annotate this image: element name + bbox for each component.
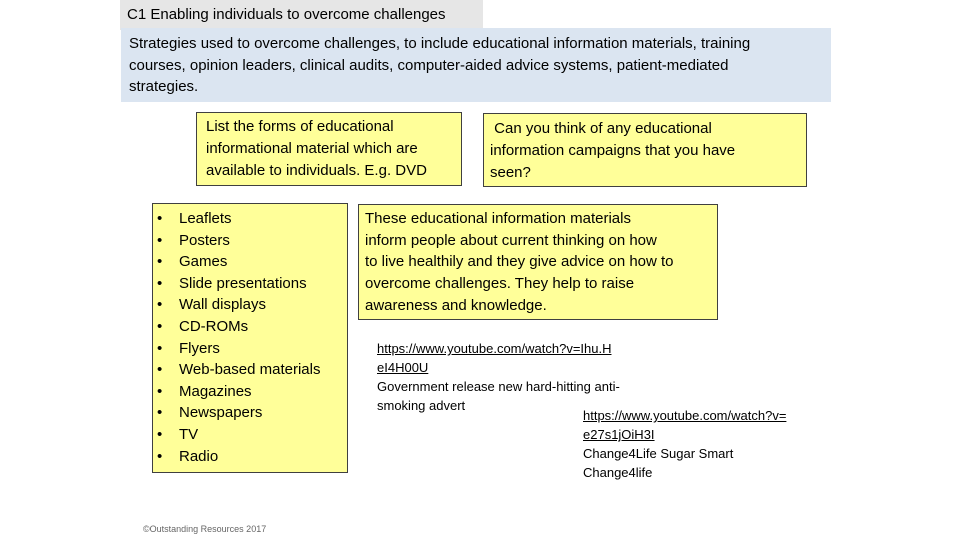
question-line: available to individuals. E.g. DVD bbox=[206, 162, 427, 179]
bullet-icon: • bbox=[157, 382, 163, 400]
bullet-icon: • bbox=[157, 210, 163, 227]
answer-line: inform people about current thinking on how bbox=[365, 231, 657, 249]
intro-line: strategies. bbox=[129, 78, 199, 95]
materials-list bbox=[153, 204, 347, 467]
list-item bbox=[157, 316, 347, 338]
question-line: Can you think of any educational bbox=[490, 120, 712, 137]
list-item-label: Newspapers bbox=[179, 404, 263, 422]
list-item bbox=[157, 294, 347, 316]
sugar-video-link-cont[interactable]: e27s1jOiH3I bbox=[583, 427, 655, 442]
list-item-label: Flyers bbox=[179, 339, 220, 357]
list-item-label: Wall displays bbox=[179, 296, 266, 314]
bullet-icon: • bbox=[157, 404, 163, 422]
bullet-icon: • bbox=[157, 361, 163, 379]
answer-box bbox=[358, 204, 718, 320]
bullet-icon: • bbox=[157, 231, 163, 249]
list-item bbox=[157, 251, 347, 273]
list-item bbox=[157, 359, 347, 381]
question-line: List the forms of educational bbox=[206, 118, 394, 135]
question-line: information campaigns that you have bbox=[490, 142, 736, 159]
answer-line: overcome challenges. They help to raise bbox=[365, 275, 635, 293]
list-item bbox=[157, 446, 347, 468]
bullet-icon: • bbox=[157, 317, 163, 335]
sugar-description: Change4Life Sugar Smart bbox=[583, 446, 734, 461]
intro-line: Strategies used to overcome challenges, to include educational information materials, training bbox=[129, 35, 751, 52]
campaign-smoking bbox=[377, 339, 677, 415]
bullet-icon: • bbox=[157, 447, 163, 465]
bullet-icon: • bbox=[157, 425, 163, 443]
list-item-label: Slide presentations bbox=[179, 274, 307, 292]
bullet-icon: • bbox=[157, 274, 163, 292]
list-item-label: Magazines bbox=[179, 382, 252, 400]
smoking-video-link[interactable]: https://www.youtube.com/watch?v=Ihu.H bbox=[377, 341, 612, 356]
smoking-description: smoking advert bbox=[377, 398, 466, 413]
list-item-label: TV bbox=[179, 425, 199, 443]
list-item bbox=[157, 273, 347, 295]
slide-title: C1 Enabling individuals to overcome challenges bbox=[120, 0, 483, 30]
question-box-forms bbox=[196, 112, 462, 186]
list-item-label: Games bbox=[179, 253, 228, 271]
list-item-label: CD-ROMs bbox=[179, 317, 249, 335]
smoking-description: Government release new hard-hitting anti- bbox=[377, 379, 620, 394]
list-item bbox=[157, 230, 347, 252]
smoking-video-link-cont[interactable]: eI4H00U bbox=[377, 360, 429, 375]
sugar-video-link[interactable]: https://www.youtube.com/watch?v= bbox=[583, 408, 787, 423]
answer-line: awareness and knowledge. bbox=[365, 296, 547, 314]
list-item-label: Radio bbox=[179, 447, 219, 465]
bullet-icon: • bbox=[157, 253, 163, 271]
list-item-label: Leaflets bbox=[179, 210, 232, 227]
question-box-campaigns bbox=[483, 113, 807, 187]
list-item bbox=[157, 424, 347, 446]
question-line: seen? bbox=[490, 164, 531, 181]
list-item bbox=[157, 338, 347, 360]
campaign-sugar-smart bbox=[583, 406, 863, 482]
list-item bbox=[157, 208, 347, 230]
question-line: informational material which are bbox=[206, 140, 418, 157]
answer-line: to live healthily and they give advice on how to bbox=[365, 253, 674, 271]
materials-list-box bbox=[152, 203, 348, 473]
list-item-label: Web-based materials bbox=[179, 361, 321, 379]
list-item bbox=[157, 402, 347, 424]
list-item-label: Posters bbox=[179, 231, 230, 249]
copyright-footer: ©Outstanding Resources 2017 bbox=[143, 524, 267, 534]
intro-line: courses, opinion leaders, clinical audits, computer-aided advice systems, patient-mediated bbox=[129, 56, 729, 74]
intro-text bbox=[121, 28, 831, 102]
answer-line: These educational information materials bbox=[365, 210, 631, 227]
sugar-description: Change4life bbox=[583, 465, 653, 480]
bullet-icon: • bbox=[157, 339, 163, 357]
bullet-icon: • bbox=[157, 296, 163, 314]
list-item bbox=[157, 381, 347, 403]
